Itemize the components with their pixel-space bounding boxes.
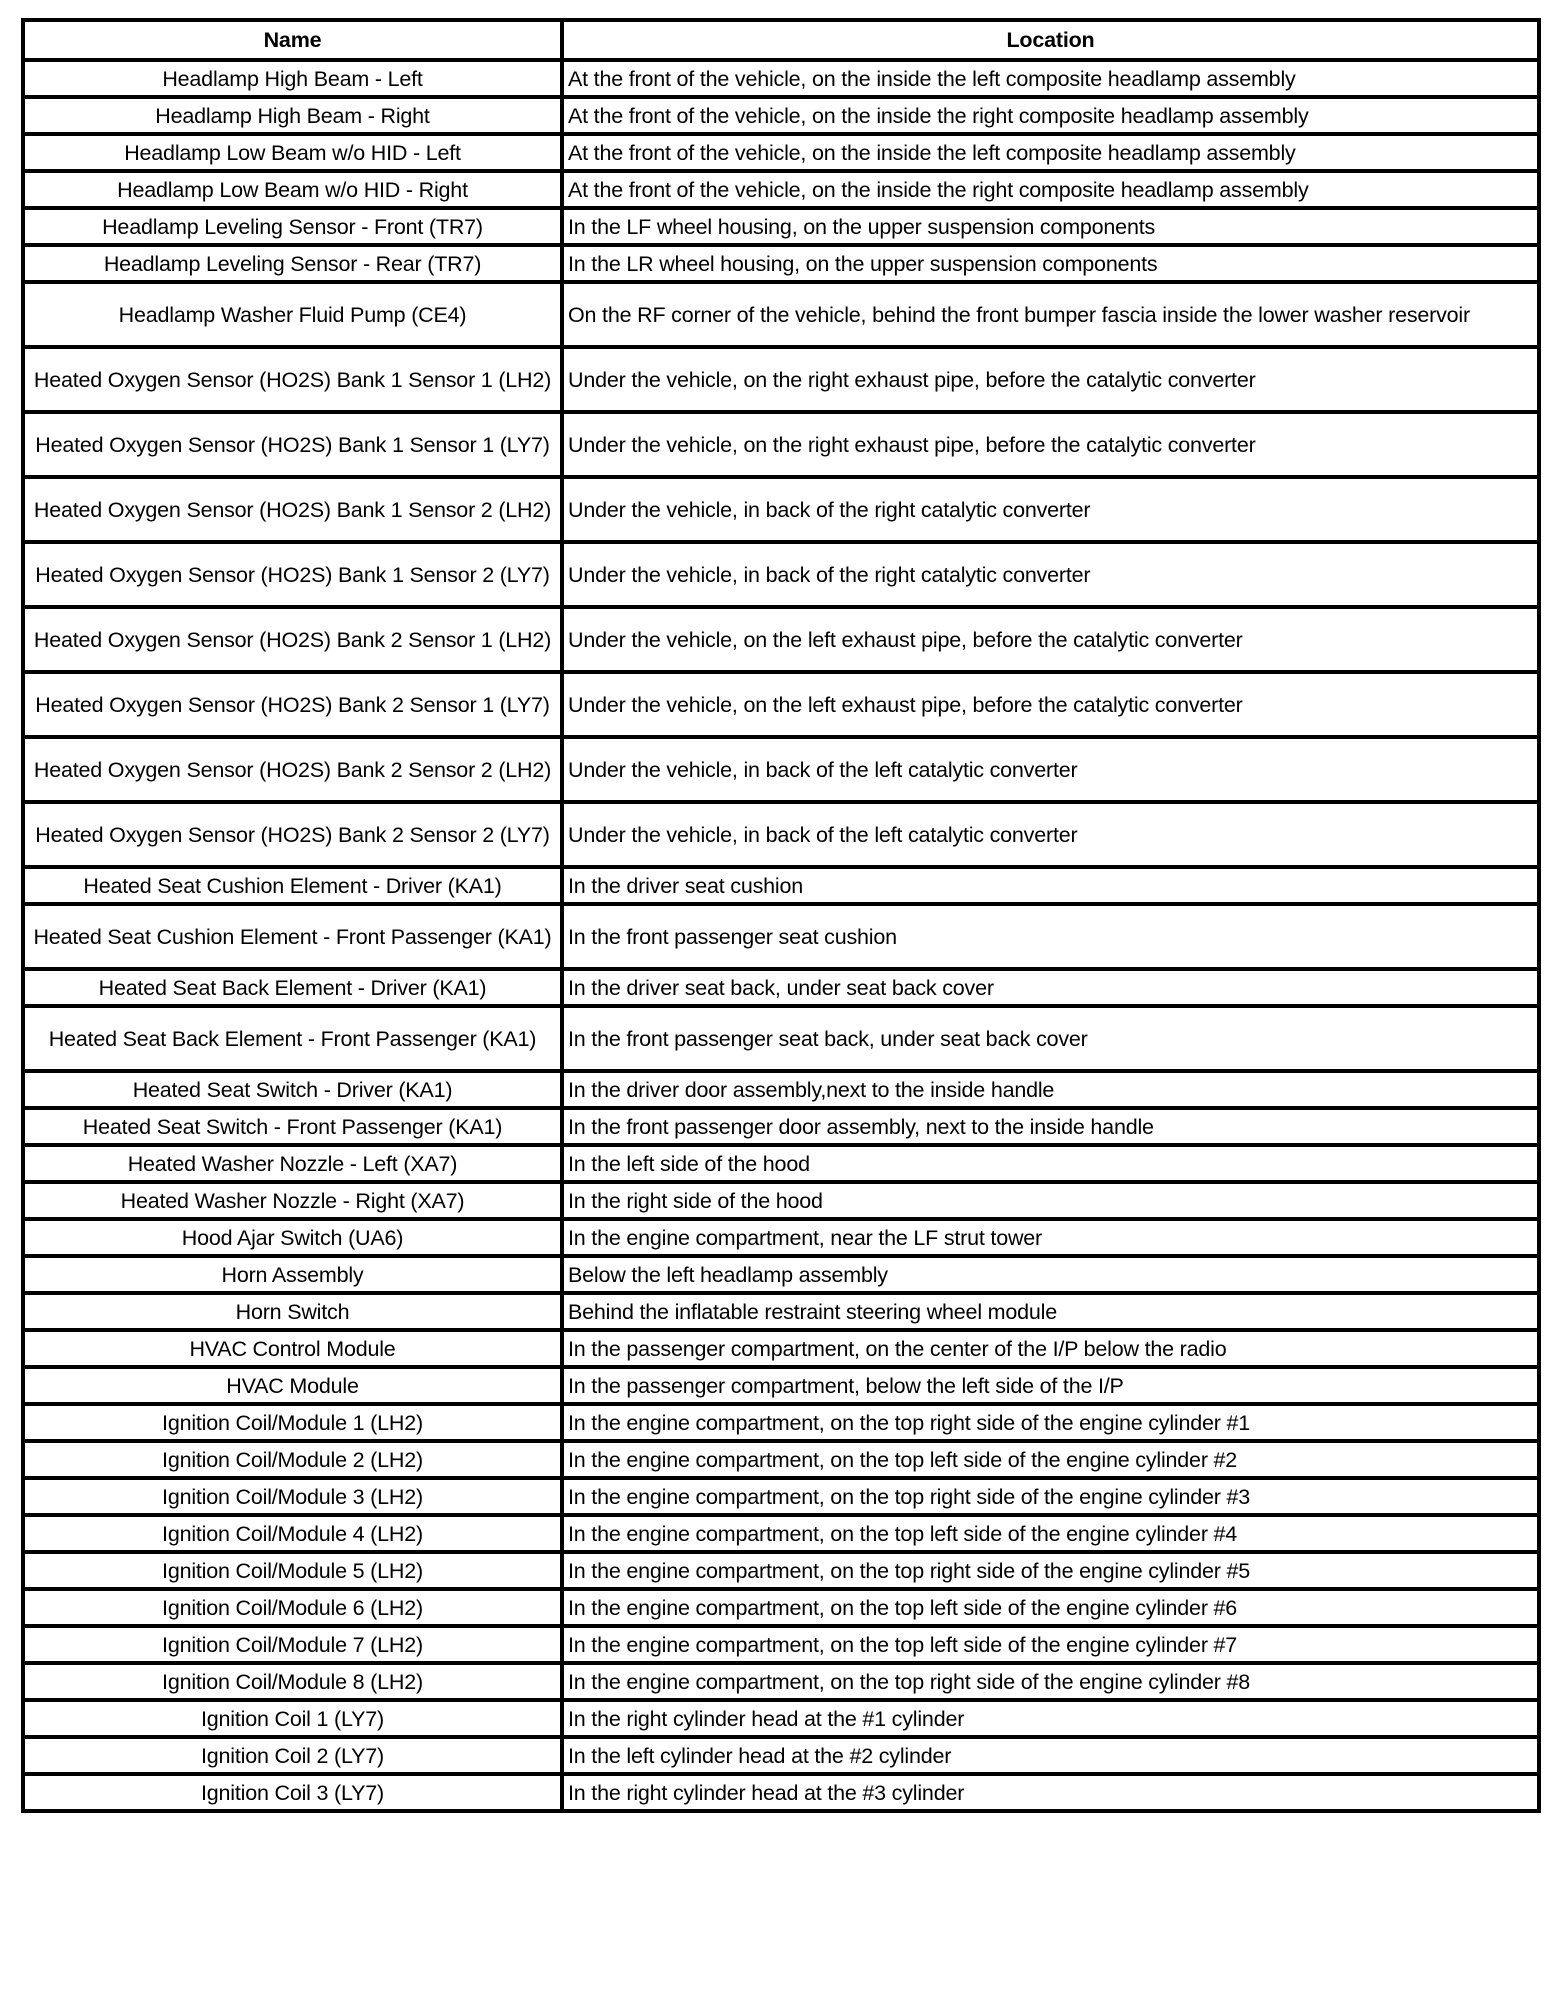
table-row bbox=[23, 1145, 1539, 1182]
component-name-cell: Ignition Coil/Module 3 (LH2) bbox=[23, 1478, 562, 1515]
component-location-cell: In the engine compartment, on the top right side of the engine cylinder #8 bbox=[562, 1663, 1539, 1700]
table-row bbox=[23, 97, 1539, 134]
component-name-cell: Heated Washer Nozzle - Right (XA7) bbox=[23, 1182, 562, 1219]
component-name-cell: Heated Seat Back Element - Front Passenger (KA1) bbox=[23, 1006, 562, 1071]
table-header bbox=[23, 20, 1539, 60]
component-name-cell: Headlamp High Beam - Left bbox=[23, 60, 562, 97]
table-row bbox=[23, 607, 1539, 672]
table-row bbox=[23, 1663, 1539, 1700]
component-location-cell: In the engine compartment, on the top right side of the engine cylinder #5 bbox=[562, 1552, 1539, 1589]
component-location-cell: In the front passenger seat cushion bbox=[562, 904, 1539, 969]
component-name-cell: Heated Oxygen Sensor (HO2S) Bank 2 Sensor 2 (LY7) bbox=[23, 802, 562, 867]
component-name-cell: HVAC Module bbox=[23, 1367, 562, 1404]
component-location-cell: In the engine compartment, on the top right side of the engine cylinder #3 bbox=[562, 1478, 1539, 1515]
component-name-cell: Ignition Coil/Module 4 (LH2) bbox=[23, 1515, 562, 1552]
component-name-cell: HVAC Control Module bbox=[23, 1330, 562, 1367]
table-row bbox=[23, 245, 1539, 282]
table-row bbox=[23, 1589, 1539, 1626]
component-location-cell: In the driver seat back, under seat back cover bbox=[562, 969, 1539, 1006]
component-locator-table bbox=[21, 18, 1541, 1813]
table-row bbox=[23, 477, 1539, 542]
component-location-cell: At the front of the vehicle, on the inside the right composite headlamp assembly bbox=[562, 171, 1539, 208]
component-name-cell: Heated Oxygen Sensor (HO2S) Bank 2 Sensor 1 (LH2) bbox=[23, 607, 562, 672]
component-name-cell: Heated Oxygen Sensor (HO2S) Bank 1 Sensor 2 (LH2) bbox=[23, 477, 562, 542]
table-row bbox=[23, 672, 1539, 737]
table-row bbox=[23, 1071, 1539, 1108]
component-name-cell: Heated Oxygen Sensor (HO2S) Bank 2 Sensor 2 (LH2) bbox=[23, 737, 562, 802]
component-location-cell: In the engine compartment, on the top left side of the engine cylinder #4 bbox=[562, 1515, 1539, 1552]
component-name-cell: Headlamp Low Beam w/o HID - Left bbox=[23, 134, 562, 171]
component-location-cell: In the driver seat cushion bbox=[562, 867, 1539, 904]
component-name-cell: Ignition Coil/Module 1 (LH2) bbox=[23, 1404, 562, 1441]
component-name-cell: Heated Seat Cushion Element - Front Passenger (KA1) bbox=[23, 904, 562, 969]
component-name-cell: Ignition Coil 1 (LY7) bbox=[23, 1700, 562, 1737]
component-location-cell: Under the vehicle, in back of the right catalytic converter bbox=[562, 477, 1539, 542]
table-row bbox=[23, 171, 1539, 208]
component-name-cell: Heated Seat Switch - Driver (KA1) bbox=[23, 1071, 562, 1108]
component-name-cell: Ignition Coil/Module 7 (LH2) bbox=[23, 1626, 562, 1663]
table-row bbox=[23, 208, 1539, 245]
component-name-cell: Heated Oxygen Sensor (HO2S) Bank 1 Sensor 1 (LY7) bbox=[23, 412, 562, 477]
table-row bbox=[23, 1293, 1539, 1330]
table-row bbox=[23, 802, 1539, 867]
table-row bbox=[23, 542, 1539, 607]
component-name-cell: Heated Seat Switch - Front Passenger (KA1) bbox=[23, 1108, 562, 1145]
table-row bbox=[23, 1515, 1539, 1552]
component-locator-table-container bbox=[21, 18, 1537, 1813]
component-name-cell: Hood Ajar Switch (UA6) bbox=[23, 1219, 562, 1256]
table-row bbox=[23, 1626, 1539, 1663]
component-location-cell: On the RF corner of the vehicle, behind the front bumper fascia inside the lower washer reservoir bbox=[562, 282, 1539, 347]
component-name-cell: Ignition Coil 2 (LY7) bbox=[23, 1737, 562, 1774]
component-name-cell: Heated Oxygen Sensor (HO2S) Bank 1 Sensor 2 (LY7) bbox=[23, 542, 562, 607]
table-row bbox=[23, 1108, 1539, 1145]
component-location-cell: In the LR wheel housing, on the upper suspension components bbox=[562, 245, 1539, 282]
component-location-cell: In the LF wheel housing, on the upper suspension components bbox=[562, 208, 1539, 245]
header-row bbox=[23, 20, 1539, 60]
component-name-cell: Heated Oxygen Sensor (HO2S) Bank 1 Sensor 1 (LH2) bbox=[23, 347, 562, 412]
component-name-cell: Horn Switch bbox=[23, 1293, 562, 1330]
component-name-cell: Headlamp High Beam - Right bbox=[23, 97, 562, 134]
table-row bbox=[23, 60, 1539, 97]
table-row bbox=[23, 412, 1539, 477]
table-row bbox=[23, 1552, 1539, 1589]
component-name-cell: Horn Assembly bbox=[23, 1256, 562, 1293]
table-row bbox=[23, 347, 1539, 412]
component-name-cell: Heated Seat Cushion Element - Driver (KA1) bbox=[23, 867, 562, 904]
component-location-cell: At the front of the vehicle, on the inside the left composite headlamp assembly bbox=[562, 60, 1539, 97]
component-location-cell: In the front passenger door assembly, next to the inside handle bbox=[562, 1108, 1539, 1145]
component-location-cell: In the right cylinder head at the #3 cylinder bbox=[562, 1774, 1539, 1811]
column-header-location: Location bbox=[562, 20, 1539, 60]
component-location-cell: In the engine compartment, on the top left side of the engine cylinder #2 bbox=[562, 1441, 1539, 1478]
table-row bbox=[23, 904, 1539, 969]
table-row bbox=[23, 282, 1539, 347]
component-location-cell: At the front of the vehicle, on the inside the left composite headlamp assembly bbox=[562, 134, 1539, 171]
component-name-cell: Headlamp Low Beam w/o HID - Right bbox=[23, 171, 562, 208]
table-row bbox=[23, 867, 1539, 904]
component-location-cell: At the front of the vehicle, on the inside the right composite headlamp assembly bbox=[562, 97, 1539, 134]
component-location-cell: Under the vehicle, on the right exhaust pipe, before the catalytic converter bbox=[562, 347, 1539, 412]
component-location-cell: In the passenger compartment, on the center of the I/P below the radio bbox=[562, 1330, 1539, 1367]
component-name-cell: Headlamp Leveling Sensor - Rear (TR7) bbox=[23, 245, 562, 282]
component-location-cell: Under the vehicle, on the left exhaust pipe, before the catalytic converter bbox=[562, 607, 1539, 672]
component-name-cell: Heated Oxygen Sensor (HO2S) Bank 2 Sensor 1 (LY7) bbox=[23, 672, 562, 737]
table-row bbox=[23, 737, 1539, 802]
component-location-cell: In the engine compartment, on the top right side of the engine cylinder #1 bbox=[562, 1404, 1539, 1441]
component-location-cell: In the driver door assembly,next to the inside handle bbox=[562, 1071, 1539, 1108]
component-location-cell: In the engine compartment, near the LF strut tower bbox=[562, 1219, 1539, 1256]
component-location-cell: In the left side of the hood bbox=[562, 1145, 1539, 1182]
column-header-name: Name bbox=[23, 20, 562, 60]
component-location-cell: In the engine compartment, on the top left side of the engine cylinder #7 bbox=[562, 1626, 1539, 1663]
table-row bbox=[23, 1256, 1539, 1293]
component-location-cell: Behind the inflatable restraint steering wheel module bbox=[562, 1293, 1539, 1330]
table-row bbox=[23, 1006, 1539, 1071]
table-row bbox=[23, 134, 1539, 171]
component-name-cell: Heated Washer Nozzle - Left (XA7) bbox=[23, 1145, 562, 1182]
table-row bbox=[23, 1404, 1539, 1441]
component-name-cell: Heated Seat Back Element - Driver (KA1) bbox=[23, 969, 562, 1006]
table-body bbox=[23, 60, 1539, 1811]
table-row bbox=[23, 1219, 1539, 1256]
component-name-cell: Headlamp Washer Fluid Pump (CE4) bbox=[23, 282, 562, 347]
table-row bbox=[23, 1367, 1539, 1404]
component-name-cell: Ignition Coil/Module 2 (LH2) bbox=[23, 1441, 562, 1478]
component-location-cell: Under the vehicle, in back of the right catalytic converter bbox=[562, 542, 1539, 607]
component-location-cell: In the front passenger seat back, under seat back cover bbox=[562, 1006, 1539, 1071]
table-row bbox=[23, 1774, 1539, 1811]
component-name-cell: Ignition Coil/Module 8 (LH2) bbox=[23, 1663, 562, 1700]
component-location-cell: Below the left headlamp assembly bbox=[562, 1256, 1539, 1293]
table-row bbox=[23, 1441, 1539, 1478]
component-name-cell: Ignition Coil/Module 5 (LH2) bbox=[23, 1552, 562, 1589]
component-location-cell: Under the vehicle, in back of the left catalytic converter bbox=[562, 802, 1539, 867]
component-location-cell: Under the vehicle, on the left exhaust pipe, before the catalytic converter bbox=[562, 672, 1539, 737]
table-row bbox=[23, 1330, 1539, 1367]
component-location-cell: Under the vehicle, on the right exhaust pipe, before the catalytic converter bbox=[562, 412, 1539, 477]
component-location-cell: In the right cylinder head at the #1 cylinder bbox=[562, 1700, 1539, 1737]
component-location-cell: Under the vehicle, in back of the left catalytic converter bbox=[562, 737, 1539, 802]
component-name-cell: Ignition Coil/Module 6 (LH2) bbox=[23, 1589, 562, 1626]
component-location-cell: In the right side of the hood bbox=[562, 1182, 1539, 1219]
table-row bbox=[23, 1737, 1539, 1774]
table-row bbox=[23, 969, 1539, 1006]
component-location-cell: In the passenger compartment, below the left side of the I/P bbox=[562, 1367, 1539, 1404]
table-row bbox=[23, 1478, 1539, 1515]
component-name-cell: Headlamp Leveling Sensor - Front (TR7) bbox=[23, 208, 562, 245]
table-row bbox=[23, 1182, 1539, 1219]
table-row bbox=[23, 1700, 1539, 1737]
component-location-cell: In the engine compartment, on the top left side of the engine cylinder #6 bbox=[562, 1589, 1539, 1626]
component-location-cell: In the left cylinder head at the #2 cylinder bbox=[562, 1737, 1539, 1774]
component-name-cell: Ignition Coil 3 (LY7) bbox=[23, 1774, 562, 1811]
